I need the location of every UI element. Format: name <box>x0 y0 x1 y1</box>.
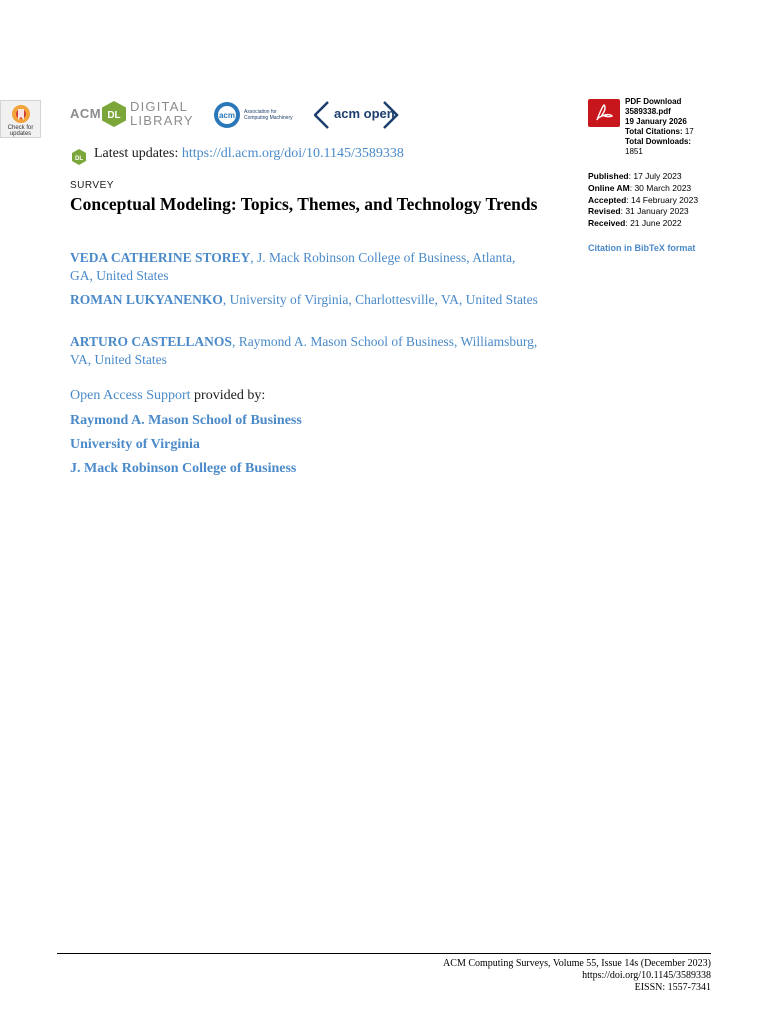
author-affiliation[interactable]: , University of Virginia, Charlottesville, VA, United States <box>222 292 538 307</box>
acrobat-icon <box>588 99 620 127</box>
author-name[interactable]: VEDA CATHERINE STOREY <box>70 250 251 265</box>
logo-digital-text: DIGITAL <box>130 99 189 114</box>
pdf-download-info[interactable] <box>625 97 725 157</box>
latest-updates-line <box>70 146 404 162</box>
date-received <box>588 218 738 230</box>
footer-journal: ACM Computing Surveys, Volume 55, Issue 14s (December 2023) <box>443 958 711 969</box>
downloads-label: Total Downloads: <box>625 137 692 146</box>
date-value: : 30 March 2023 <box>629 182 692 193</box>
date-revised <box>588 206 738 218</box>
date-online-am <box>588 183 738 195</box>
author-name[interactable]: ROMAN LUKYANENKO <box>70 292 223 307</box>
citations-label: Total Citations: <box>625 127 683 136</box>
date-label: Received <box>588 218 626 229</box>
assoc-line-1: Association for <box>244 109 277 115</box>
footer <box>443 958 711 994</box>
publication-dates <box>588 171 738 230</box>
latest-updates-label: Latest updates: <box>94 146 179 161</box>
date-label: Online AM <box>588 182 630 193</box>
author-entry[interactable] <box>70 291 540 309</box>
check-for-updates-badge[interactable] <box>0 100 41 138</box>
author-entry[interactable] <box>70 249 540 285</box>
date-value: : 31 January 2023 <box>620 206 689 217</box>
author-affiliation[interactable]: , Raymond A. Mason School of Business, Williamsburg, VA, United States <box>70 334 538 367</box>
date-label: Accepted <box>588 194 627 205</box>
author-name[interactable]: ARTURO CASTELLANOS <box>70 334 232 349</box>
pdf-filename[interactable]: 3589338.pdf <box>625 107 671 116</box>
institution-link[interactable]: J. Mack Robinson College of Business <box>70 461 297 476</box>
bookmark-icon <box>10 103 32 125</box>
institution-link[interactable]: University of Virginia <box>70 437 200 452</box>
section-label: SURVEY <box>70 180 114 191</box>
check-for-updates-label: Check for updates <box>7 125 34 137</box>
footer-eissn: EISSN: 1557-7341 <box>634 982 711 993</box>
author-affiliation[interactable]: , J. Mack Robinson College of Business, Atlanta, GA, United States <box>70 250 516 283</box>
assoc-line-2: Computing Machinery <box>244 115 293 121</box>
open-access-line <box>70 388 265 404</box>
open-access-link[interactable]: Open Access Support <box>70 388 191 403</box>
open-access-provided-by: provided by: <box>190 388 266 403</box>
paper-title: Conceptual Modeling: Topics, Themes, and Technology Trends <box>70 194 538 214</box>
svg-text:acm: acm <box>218 111 236 120</box>
acm-open-text: acm open <box>334 106 395 121</box>
pdf-download-label[interactable]: PDF Download <box>625 97 682 106</box>
pdf-download-icon[interactable] <box>588 99 620 127</box>
footer-doi[interactable]: https://doi.org/10.1145/3589338 <box>582 970 711 981</box>
svg-text:DL: DL <box>75 156 83 162</box>
latest-updates-link[interactable]: https://dl.acm.org/doi/10.1145/3589338 <box>181 146 404 161</box>
logo-library-text: LIBRARY <box>130 113 194 128</box>
date-value: : 21 June 2022 <box>625 218 682 229</box>
acm-diamond-icon <box>212 100 242 130</box>
citations-value: 17 <box>682 127 694 136</box>
dl-hexagon-icon <box>100 100 128 128</box>
bibtex-citation-link[interactable]: Citation in BibTeX format <box>588 243 696 253</box>
footer-divider <box>57 953 711 954</box>
pdf-date: 19 January 2026 <box>625 117 687 126</box>
date-published <box>588 171 738 183</box>
date-value: : 17 July 2023 <box>628 171 682 181</box>
acm-association-logo[interactable] <box>212 100 302 130</box>
svg-text:DL: DL <box>107 110 121 121</box>
downloads-value: 1851 <box>625 147 643 156</box>
date-value: : 14 February 2023 <box>626 194 699 205</box>
acm-open-logo[interactable] <box>314 100 400 130</box>
author-entry[interactable] <box>70 333 540 369</box>
date-label: Revised <box>588 206 621 217</box>
date-label: Published <box>588 171 629 181</box>
date-accepted <box>588 195 738 207</box>
institution-link[interactable]: Raymond A. Mason School of Business <box>70 413 302 428</box>
total-citations <box>625 127 725 137</box>
logo-acm-text: ACM <box>70 106 102 121</box>
dl-mini-icon <box>70 148 88 166</box>
